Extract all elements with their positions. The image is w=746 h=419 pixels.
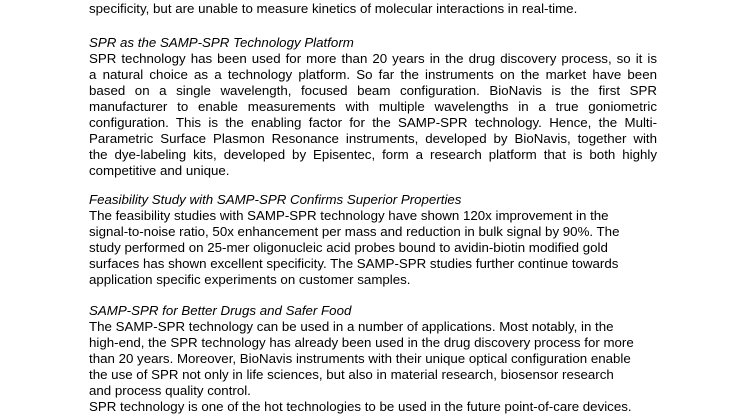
paragraph-line: a natural choice as a technology platform. So far the instruments on the market have been: [89, 67, 657, 82]
paragraph-line: SPR technology has been used for more than 20 years in the drug discovery process, so it is: [89, 51, 657, 66]
paragraph-line: manufacturer to enable measurements with multiple wavelengths in a true goniometric: [89, 99, 657, 114]
paragraph-line: and process quality control.: [89, 383, 251, 398]
intro-last-line: specificity, but are unable to measure kinetics of molecular interactions in real-time.: [89, 1, 578, 16]
paragraph-line: based on a single wavelength, focused beam configuration. BioNavis is the first SPR: [89, 83, 657, 98]
paragraph-line: study performed on 25-mer oligonucleic acid probes bound to avidin-biotin modified gold: [89, 240, 608, 255]
paragraph-line: Parametric Surface Plasmon Resonance instruments, developed by BioNavis, together with: [89, 131, 657, 146]
paragraph-line: high-end, the SPR technology has already been used in the drug discovery process for more: [89, 335, 634, 350]
paragraph-line: the use of SPR not only in life sciences, but also in material research, biosensor research: [89, 367, 614, 382]
paragraph-line: application specific experiments on customer samples.: [89, 272, 411, 287]
paragraph-line: surfaces has shown excellent specificity. The SAMP-SPR studies further continue towards: [89, 256, 619, 271]
paragraph-line: The SAMP-SPR technology can be used in a number of applications. Most notably, in the: [89, 319, 614, 334]
paragraph-line: competitive and unique.: [89, 163, 230, 178]
section-heading-platform: SPR as the SAMP-SPR Technology Platform: [89, 35, 354, 50]
paragraph-line: SPR technology is one of the hot technologies to be used in the future point-of-care devices.: [89, 399, 632, 414]
section-heading-feasibility: Feasibility Study with SAMP-SPR Confirms Superior Properties: [89, 192, 462, 207]
paragraph-line: The feasibility studies with SAMP-SPR technology have shown 120x improvement in the: [89, 208, 609, 223]
section-heading-applications: SAMP-SPR for Better Drugs and Safer Food: [89, 303, 352, 318]
paragraph-line: the dye-labeling kits, developed by Episentec, form a research platform that is both highly: [89, 147, 657, 162]
paragraph-line: than 20 years. Moreover, BioNavis instruments with their unique optical configuration enable: [89, 351, 631, 366]
paragraph-line: configuration. This is the enabling factor for the SAMP-SPR technology. Hence, the Multi-: [89, 115, 657, 130]
paragraph-line: signal-to-noise ratio, 50x enhancement per mass and reduction in bulk signal by 90%. The: [89, 224, 620, 239]
